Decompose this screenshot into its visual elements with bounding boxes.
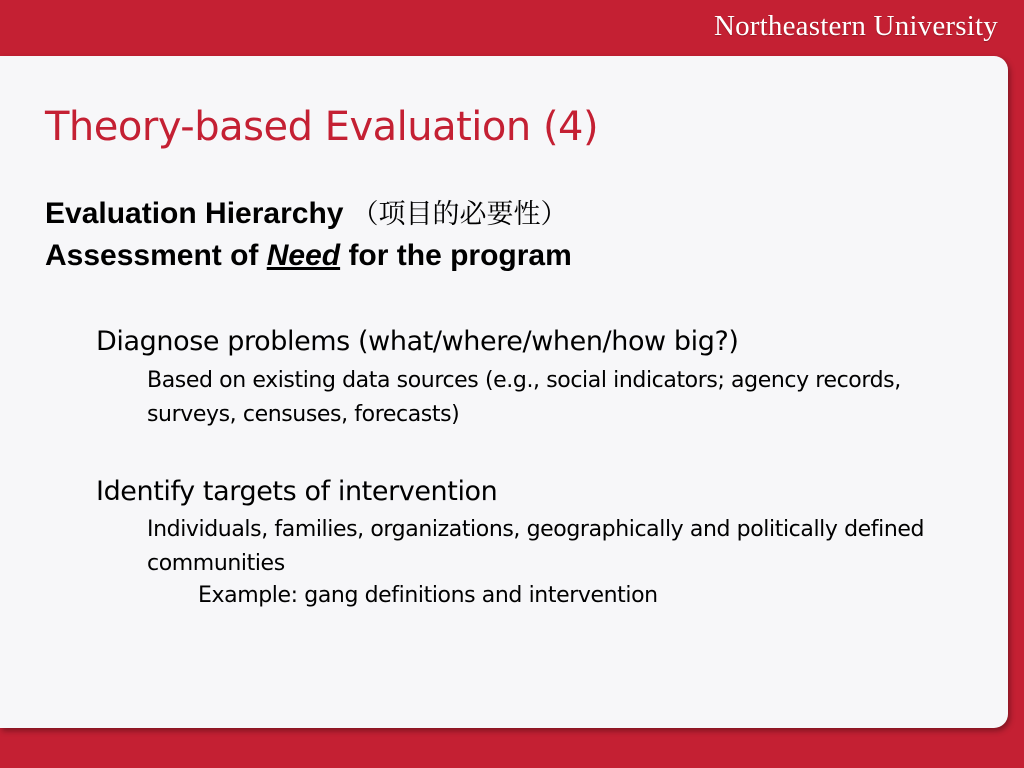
sub-sub-bullet-example: Example: gang definitions and intervention	[198, 583, 658, 608]
slide-title: Theory-based Evaluation (4)	[45, 104, 599, 150]
bullet-diagnose-problems: Diagnose problems (what/where/when/how big?)	[96, 326, 739, 357]
evaluation-hierarchy-heading	[45, 192, 567, 231]
heading-text: Evaluation Hierarchy	[45, 197, 344, 230]
sub-bullet-target-groups: Individuals, families, organizations, geographically and politically defined communities	[147, 517, 925, 576]
heading-chinese-text: （项目的必要性）	[351, 199, 568, 229]
assessment-heading	[45, 239, 572, 273]
sub-bullet-data-sources: Based on existing data sources (e.g., social indicators; agency records, surveys, censuses, forecasts)	[147, 368, 901, 427]
need-emphasis: Need	[266, 239, 341, 272]
assessment-prefix: Assessment of	[45, 239, 267, 272]
university-logo: Northeastern University	[713, 10, 998, 42]
bullet-identify-targets: Identify targets of intervention	[96, 476, 498, 507]
assessment-suffix: for the program	[340, 239, 572, 272]
